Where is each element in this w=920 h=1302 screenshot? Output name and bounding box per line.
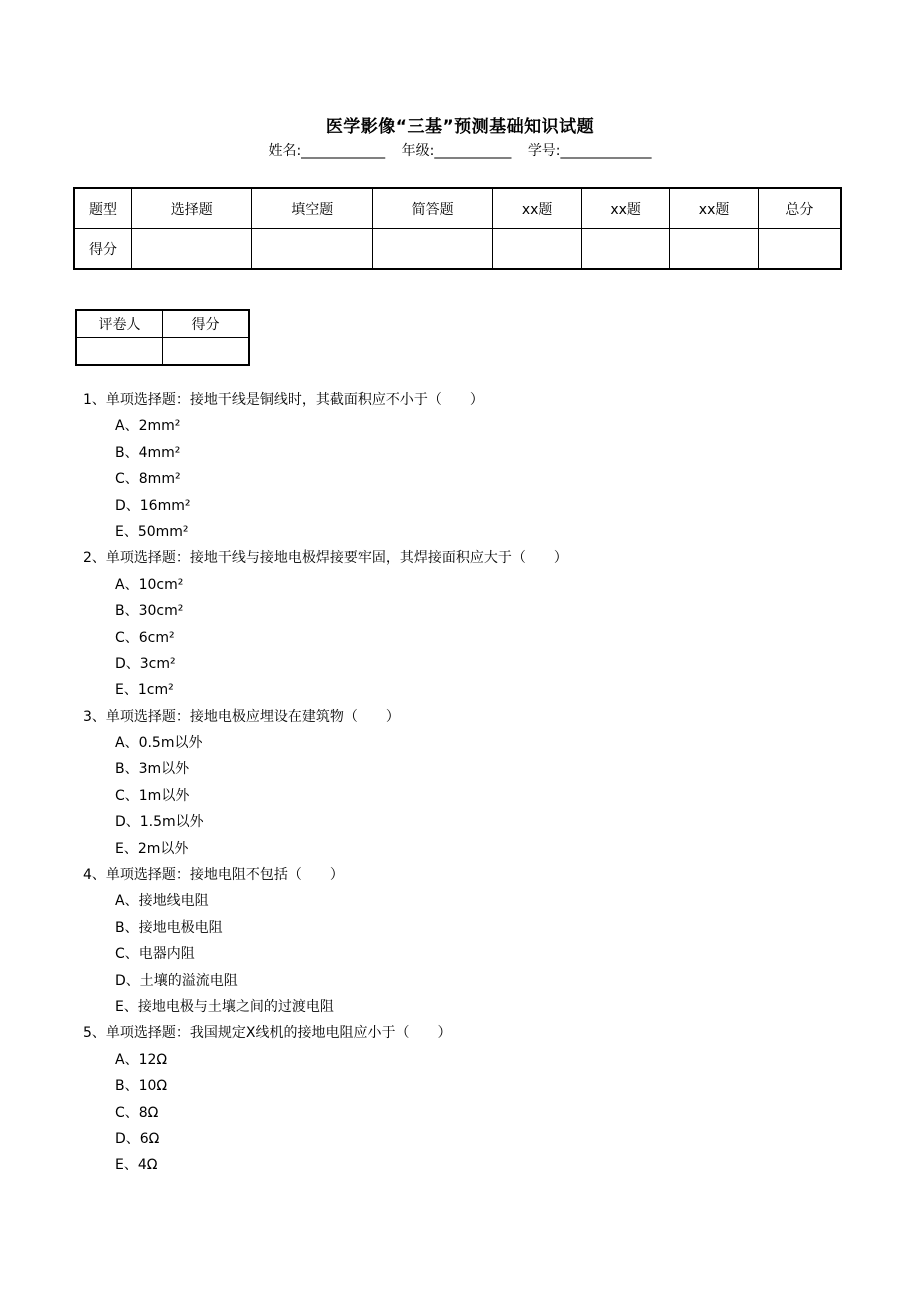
score-cell[interactable]	[132, 229, 252, 270]
score-table-header-cell: 简答题	[372, 188, 492, 229]
student-info-line	[0, 140, 920, 160]
answer-option[interactable]: D、3cm²	[115, 655, 176, 672]
answer-option[interactable]: E、1cm²	[115, 682, 174, 699]
score-cell[interactable]	[581, 229, 669, 270]
score-table-header-cell: 题型	[74, 188, 132, 229]
question-list	[83, 387, 863, 1179]
answer-option[interactable]: C、8mm²	[115, 471, 181, 488]
grader-table	[75, 309, 250, 366]
score-cell[interactable]	[758, 229, 841, 270]
page-title: 医学影像“三基”预测基础知识试题	[325, 117, 595, 137]
score-table-score-row	[74, 229, 841, 270]
answer-option[interactable]: A、12Ω	[115, 1051, 168, 1068]
name-field: 姓名:____________	[268, 143, 386, 159]
question-stem: 5、单项选择题：我国规定X线机的接地电阻应小于（ ）	[83, 1025, 452, 1042]
answer-option[interactable]: C、电器内阻	[115, 946, 195, 963]
question-4	[83, 862, 863, 1020]
grader-cell[interactable]	[76, 338, 163, 366]
question-stem: 2、单项选择题：接地干线与接地电极焊接要牢固，其焊接面积应大于（ ）	[83, 550, 568, 567]
question-1	[83, 387, 863, 545]
question-stem: 1、单项选择题：接地干线是铜线时，其截面积应不小于（ ）	[83, 392, 484, 408]
answer-option[interactable]: C、6cm²	[115, 629, 175, 646]
score-table-header-cell: xx题	[493, 188, 581, 229]
score-table-header-row	[74, 188, 841, 229]
grade-field: 年级:___________	[401, 143, 512, 159]
score-table-header-cell: xx题	[670, 188, 758, 229]
question-5	[83, 1020, 863, 1178]
score-cell[interactable]	[372, 229, 492, 270]
answer-option[interactable]: A、0.5m以外	[115, 735, 203, 752]
score-cell[interactable]	[493, 229, 581, 270]
question-stem: 4、单项选择题：接地电阻不包括（ ）	[83, 867, 344, 884]
score-table-header-cell: 总分	[758, 188, 841, 229]
answer-option[interactable]: B、3m以外	[115, 761, 190, 778]
answer-option[interactable]: D、16mm²	[115, 497, 191, 514]
answer-option[interactable]: B、30cm²	[115, 603, 184, 620]
answer-option[interactable]: E、接地电极与土壤之间的过渡电阻	[115, 998, 334, 1015]
grader-score-header: 得分	[163, 310, 250, 338]
question-stem: 3、单项选择题：接地电极应埋设在建筑物（ ）	[83, 708, 400, 725]
score-table-header-cell: xx题	[581, 188, 669, 229]
answer-option[interactable]: B、接地电极电阻	[115, 919, 223, 936]
answer-option[interactable]: E、2m以外	[115, 840, 189, 857]
score-table-header-cell: 选择题	[132, 188, 252, 229]
answer-option[interactable]: A、接地线电阻	[115, 893, 209, 910]
answer-option[interactable]: B、4mm²	[115, 444, 181, 461]
score-table	[73, 187, 842, 270]
score-table-header-cell: 填空题	[252, 188, 372, 229]
question-3	[83, 704, 863, 862]
student-id-field: 学号:_____________	[527, 143, 652, 159]
answer-option[interactable]: A、2mm²	[115, 418, 181, 435]
score-cell[interactable]	[670, 229, 758, 270]
answer-option[interactable]: B、10Ω	[115, 1078, 168, 1095]
grader-score-cell[interactable]	[163, 338, 250, 366]
answer-option[interactable]: D、1.5m以外	[115, 814, 204, 831]
answer-option[interactable]: E、4Ω	[115, 1157, 158, 1174]
question-2	[83, 545, 863, 703]
answer-option[interactable]: D、6Ω	[115, 1130, 160, 1147]
score-cell[interactable]	[252, 229, 372, 270]
answer-option[interactable]: C、8Ω	[115, 1104, 159, 1121]
answer-option[interactable]: D、土壤的溢流电阻	[115, 972, 238, 989]
answer-option[interactable]: A、10cm²	[115, 576, 184, 593]
answer-option[interactable]: C、1m以外	[115, 787, 190, 804]
answer-option[interactable]: E、50mm²	[115, 523, 189, 540]
grader-header: 评卷人	[76, 310, 163, 338]
score-row-label: 得分	[74, 229, 132, 270]
